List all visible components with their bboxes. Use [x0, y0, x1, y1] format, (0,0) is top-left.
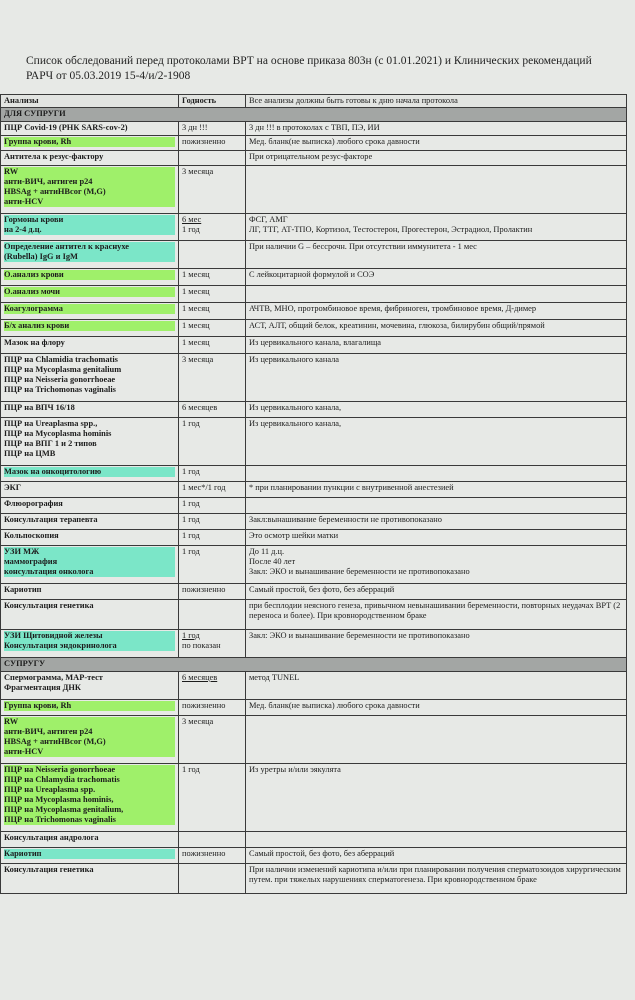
validity-cell-line: пожизненно: [182, 701, 226, 710]
validity-cell: [179, 136, 246, 151]
table-row: [1, 630, 627, 658]
note-cell: [246, 320, 627, 337]
analysis-cell-line: ПЦР на Chlamidia trachomatis: [4, 355, 118, 364]
validity-cell-line: 6 месяцев: [182, 673, 218, 682]
analysis-cell-line: консультация онколога: [4, 567, 175, 577]
validity-cell: [179, 122, 246, 136]
analysis-cell-line: Кольпоскопия: [4, 531, 59, 540]
note-cell: [246, 241, 627, 269]
validity-cell-line: 1 год: [182, 765, 200, 774]
analysis-cell-line: Фрагментация ДНК: [4, 683, 82, 692]
note-cell-line: После 40 лет: [249, 557, 296, 566]
analysis-cell-line: Флюорография: [4, 499, 63, 508]
analysis-cell-line: маммография: [4, 557, 175, 567]
note-cell-line: при бесплодии неясного генеза, привычном невынашивании беременности, повторных неудачах ВРТ (2 переноса и более). При кровнородственном браке: [249, 601, 621, 620]
analysis-cell-line: ПЦР на Ureaplasma spp.,: [4, 419, 98, 428]
note-cell: [246, 764, 627, 832]
analysis-cell-line: анти-HCV: [4, 197, 175, 207]
analysis-cell-line: ПЦР на Ureaplasma spp.: [4, 785, 175, 795]
validity-cell: [179, 716, 246, 764]
note-cell: [246, 630, 627, 658]
analysis-cell-line: Консультация андролога: [4, 833, 99, 842]
table-row: [1, 848, 627, 864]
analysis-cell: [1, 630, 179, 658]
table-row: [1, 764, 627, 832]
validity-cell-line: 1 год: [182, 631, 200, 640]
analysis-cell-line: ЭКГ: [4, 483, 22, 492]
validity-cell-line: 1 год: [182, 547, 200, 556]
validity-cell: [179, 584, 246, 600]
validity-cell: [179, 530, 246, 546]
table-row: [1, 337, 627, 354]
document-title: Список обследований перед протоколами ВРТ на основе приказа 803н (с 01.01.2021) и Клинических рекомендаций РАРЧ от 05.03.2019 15-4/и/2-1908: [26, 55, 592, 82]
analysis-cell-line: Кариотип: [4, 585, 42, 594]
validity-cell-line: пожизненно: [182, 849, 226, 858]
analysis-cell-line: ПЦР на ВПГ 1 и 2 типов: [4, 439, 97, 448]
note-cell-line: Самый простой, без фото, без аберраций: [249, 849, 395, 858]
note-cell-line: Закл:вынашивание беременности не противопоказано: [249, 515, 442, 524]
table-row: [1, 466, 627, 482]
table-row: [1, 418, 627, 466]
table-row: [1, 286, 627, 303]
note-cell: [246, 269, 627, 286]
analysis-cell: [1, 269, 179, 286]
analysis-cell-line: ПЦР на ЦМВ: [4, 449, 56, 458]
table-row: [1, 498, 627, 514]
table-row: [1, 832, 627, 848]
analysis-cell: [1, 402, 179, 418]
validity-cell: [179, 214, 246, 241]
note-cell: [246, 418, 627, 466]
note-cell: [246, 848, 627, 864]
validity-cell: [179, 864, 246, 894]
analysis-cell: [1, 482, 179, 498]
note-cell: [246, 832, 627, 848]
analysis-cell-line: Мазок на онкоцитологию: [4, 467, 175, 477]
note-cell: [246, 584, 627, 600]
table-header-row: [1, 95, 627, 108]
analysis-cell: [1, 286, 179, 303]
note-cell-line: Из цервикального канала: [249, 355, 340, 364]
analysis-cell: [1, 122, 179, 136]
analysis-cell-line: HBSAg + антиHBcor (M,G): [4, 737, 175, 747]
note-cell-line: С лейкоцитарной формулой и СОЭ: [249, 270, 375, 279]
analysis-cell-line: Антитела к резус-фактору: [4, 152, 104, 161]
analysis-cell: [1, 716, 179, 764]
table-row: [1, 672, 627, 700]
analysis-cell-line: Коагулограмма: [4, 304, 175, 314]
table-row: [1, 514, 627, 530]
note-cell-line: Мед. бланк(не выписка) любого срока давности: [249, 137, 420, 146]
validity-cell-line: по показан: [182, 641, 221, 650]
analysis-cell-line: RW: [4, 167, 175, 177]
analysis-cell-line: на 2-4 д.ц.: [4, 225, 175, 235]
table-row: [1, 303, 627, 320]
note-cell-line: Закл: ЭКО и вынашивание беременности не противопоказано: [249, 631, 470, 640]
note-cell-line: Мед. бланк(не выписка) любого срока давности: [249, 701, 420, 710]
note-cell-line: метод TUNEL: [249, 673, 300, 682]
note-cell: [246, 337, 627, 354]
analysis-cell-line: ПЦР на Neisseria gonorrhoeae: [4, 765, 175, 775]
note-cell-line: Самый простой, без фото, без аберраций: [249, 585, 395, 594]
analysis-cell: [1, 418, 179, 466]
note-cell: [246, 530, 627, 546]
note-cell: [246, 716, 627, 764]
analysis-cell-line: (Rubella) IgG и IgM: [4, 252, 175, 262]
validity-cell: [179, 418, 246, 466]
note-cell: [246, 514, 627, 530]
analysis-cell-line: Б/х анализ крови: [4, 321, 175, 331]
validity-cell: [179, 832, 246, 848]
validity-cell: [179, 482, 246, 498]
table-row: [1, 530, 627, 546]
analysis-cell: [1, 466, 179, 482]
analysis-cell-line: ПЦР на Trichomonas vaginalis: [4, 385, 116, 394]
analysis-cell-line: ПЦР на Mycoplasma genitalium,: [4, 805, 175, 815]
analysis-cell: [1, 832, 179, 848]
analysis-cell: [1, 320, 179, 337]
analysis-cell: [1, 700, 179, 716]
table-row: [1, 151, 627, 166]
note-cell: [246, 151, 627, 166]
validity-cell-line: 1 год: [182, 467, 200, 476]
note-cell-line: Из уретры и/или эякулята: [249, 765, 341, 774]
note-cell: [246, 354, 627, 402]
note-cell-line: АСТ, АЛТ, общий белок, креатинин, мочевина, глюкоза, билирубин общий/прямой: [249, 321, 545, 330]
analysis-cell-line: Консультация эндокринолога: [4, 641, 175, 651]
examinations-table: [0, 94, 627, 894]
note-cell-line: При наличии G – бессрочн. При отсутствии иммунитета - 1 мес: [249, 242, 477, 251]
validity-cell-line: 3 месяца: [182, 167, 214, 176]
validity-cell: [179, 269, 246, 286]
note-cell-line: При отрицательном резус-факторе: [249, 152, 373, 161]
column-header: Годность: [179, 95, 246, 108]
table-row: [1, 241, 627, 269]
analysis-cell-line: Консультация генетика: [4, 601, 94, 610]
analysis-cell: [1, 151, 179, 166]
validity-cell: [179, 354, 246, 402]
validity-cell: [179, 337, 246, 354]
analysis-cell-line: Группа крови, Rh: [4, 137, 175, 147]
validity-cell: [179, 466, 246, 482]
validity-cell: [179, 286, 246, 303]
analysis-cell-line: Гормоны крови: [4, 215, 175, 225]
validity-cell: [179, 320, 246, 337]
validity-cell-line: 3 месяца: [182, 717, 214, 726]
analysis-cell: [1, 166, 179, 214]
analysis-cell: [1, 303, 179, 320]
table-row: [1, 482, 627, 498]
analysis-cell-line: анти-ВИЧ, антиген р24: [4, 177, 175, 187]
table-row: [1, 600, 627, 630]
analysis-cell-line: Консультация генетика: [4, 865, 94, 874]
note-cell-line: ФСГ, АМГ: [249, 215, 288, 224]
validity-cell-line: 1 месяц: [182, 321, 210, 330]
table-row: [1, 320, 627, 337]
validity-cell-line: пожизненно: [182, 137, 226, 146]
analysis-cell: [1, 848, 179, 864]
analysis-cell: [1, 764, 179, 832]
analysis-cell-line: ПЦР на Neisseria gonorrhoeae: [4, 375, 116, 384]
validity-cell-line: 1 год: [182, 515, 200, 524]
note-cell-line: До 11 д.ц.: [249, 547, 285, 556]
analysis-cell-line: HBSAg + антиHBcor (M,G): [4, 187, 175, 197]
validity-cell: [179, 166, 246, 214]
note-cell: [246, 286, 627, 303]
analysis-cell: [1, 241, 179, 269]
analysis-cell-line: Кариотип: [4, 849, 175, 859]
validity-cell: [179, 151, 246, 166]
note-cell-line: Из цервикального канала, влагалища: [249, 338, 381, 347]
table-row: [1, 402, 627, 418]
validity-cell-line: 1 мес*/1 год: [182, 483, 226, 492]
analysis-cell-line: ПЦР на Mycoplasma hominis,: [4, 795, 175, 805]
analysis-cell-line: О.анализ мочи: [4, 287, 175, 297]
note-cell: [246, 546, 627, 584]
analysis-cell-line: ПЦР на Mycoplasma genitalium: [4, 365, 122, 374]
analysis-cell: [1, 672, 179, 700]
analysis-cell: [1, 337, 179, 354]
analysis-cell-line: анти-ВИЧ, антиген р24: [4, 727, 175, 737]
analysis-cell: [1, 136, 179, 151]
analysis-cell-line: УЗИ Щитовидной железы: [4, 631, 175, 641]
analysis-cell: [1, 546, 179, 584]
table-row: [1, 166, 627, 214]
analysis-cell-line: анти-HCV: [4, 747, 175, 757]
analysis-cell: [1, 600, 179, 630]
analysis-cell: [1, 514, 179, 530]
validity-cell-line: 1 год: [182, 531, 200, 540]
table-row: [1, 136, 627, 151]
table-row: [1, 716, 627, 764]
analysis-cell-line: Спермограмма, MAP-тест: [4, 673, 103, 682]
validity-cell-line: 1 месяц: [182, 304, 210, 313]
note-cell-line: При наличии изменений кариотипа и/или при планировании получения сперматозоидов хирургическим путем. при тяжелых нарушениях сперматогенеза. При кровнородственном браке: [249, 865, 621, 884]
validity-cell: [179, 764, 246, 832]
validity-cell: [179, 700, 246, 716]
note-cell: [246, 214, 627, 241]
validity-cell-line: 3 дн !!!: [182, 123, 208, 132]
validity-cell-line: 1 месяц: [182, 287, 210, 296]
note-cell: [246, 672, 627, 700]
note-cell: [246, 700, 627, 716]
section-header-row: [1, 658, 627, 672]
validity-cell: [179, 630, 246, 658]
analysis-cell: [1, 864, 179, 894]
validity-cell-line: 1 год: [182, 499, 200, 508]
validity-cell-line: пожизненно: [182, 585, 226, 594]
validity-cell-line: 1 месяц: [182, 270, 210, 279]
validity-cell: [179, 600, 246, 630]
table-row: [1, 584, 627, 600]
analysis-cell-line: УЗИ МЖ: [4, 547, 175, 557]
analysis-cell: [1, 498, 179, 514]
validity-cell: [179, 498, 246, 514]
validity-cell: [179, 848, 246, 864]
note-cell-line: * при планировании пункции с внутривенной анестезией: [249, 483, 454, 492]
validity-cell: [179, 402, 246, 418]
analysis-cell-line: ПЦР на Trichomonas vaginalis: [4, 815, 175, 825]
column-header: Все анализы должны быть готовы к дню начала протокола: [246, 95, 627, 108]
analysis-cell: [1, 530, 179, 546]
analysis-cell-line: ПЦР на Chlamydia trachomatis: [4, 775, 175, 785]
analysis-cell-line: Мазок на флору: [4, 338, 65, 347]
note-cell-line: 3 дн !!! в протоколах с ТВП, ПЭ, ИИ: [249, 123, 380, 132]
analysis-cell-line: ПЦР Covid-19 (РНК SARS-cov-2): [4, 123, 128, 132]
note-cell: [246, 402, 627, 418]
table-row: [1, 214, 627, 241]
note-cell: [246, 498, 627, 514]
analysis-cell-line: ПЦР на Mycoplasma hominis: [4, 429, 112, 438]
analysis-cell-line: Определение антител к краснухе: [4, 242, 175, 252]
note-cell: [246, 122, 627, 136]
validity-cell-line: 3 месяца: [182, 355, 214, 364]
note-cell: [246, 136, 627, 151]
analysis-cell: [1, 584, 179, 600]
note-cell: [246, 466, 627, 482]
analysis-cell-line: Консультация терапевта: [4, 515, 98, 524]
analysis-cell: [1, 214, 179, 241]
note-cell: [246, 303, 627, 320]
table-row: [1, 546, 627, 584]
note-cell: [246, 482, 627, 498]
analysis-cell-line: RW: [4, 717, 175, 727]
validity-cell: [179, 672, 246, 700]
analysis-cell-line: Группа крови, Rh: [4, 701, 175, 711]
table-row: [1, 700, 627, 716]
table-row: [1, 269, 627, 286]
section-header-row: [1, 108, 627, 122]
note-cell-line: Закл: ЭКО и вынашивание беременности не противопоказано: [249, 567, 470, 576]
note-cell: [246, 864, 627, 894]
table-row: [1, 864, 627, 894]
validity-cell-line: 1 год: [182, 419, 200, 428]
note-cell-line: АЧТВ, МНО, протромбиновое время, фибриноген, тромбиновое время, Д-димер: [249, 304, 537, 313]
column-header: Анализы: [1, 95, 179, 108]
table-row: [1, 122, 627, 136]
table-row: [1, 354, 627, 402]
section-label: СУПРУГУ: [1, 658, 627, 672]
validity-cell: [179, 546, 246, 584]
validity-cell: [179, 303, 246, 320]
validity-cell-line: 6 месяцев: [182, 403, 218, 412]
note-cell-line: Из цервикального канала,: [249, 419, 342, 428]
validity-cell-line: 1 месяц: [182, 338, 210, 347]
section-label: ДЛЯ СУПРУГИ: [1, 108, 627, 122]
analysis-cell: [1, 354, 179, 402]
note-cell-line: Из цервикального канала,: [249, 403, 342, 412]
note-cell-line: Это осмотр шейки матки: [249, 531, 339, 540]
validity-cell-line: 1 год: [182, 225, 200, 234]
note-cell: [246, 600, 627, 630]
validity-cell: [179, 514, 246, 530]
analysis-cell-line: О.анализ крови: [4, 270, 175, 280]
note-cell-line: ЛГ, ТТГ, АТ-ТПО, Кортизол, Тестостерон, Прогестерон, Эстрадиол, Пролактин: [249, 225, 533, 234]
analysis-cell-line: ПЦР на ВПЧ 16/18: [4, 403, 75, 412]
validity-cell-line: 6 мес: [182, 215, 202, 224]
note-cell: [246, 166, 627, 214]
validity-cell: [179, 241, 246, 269]
